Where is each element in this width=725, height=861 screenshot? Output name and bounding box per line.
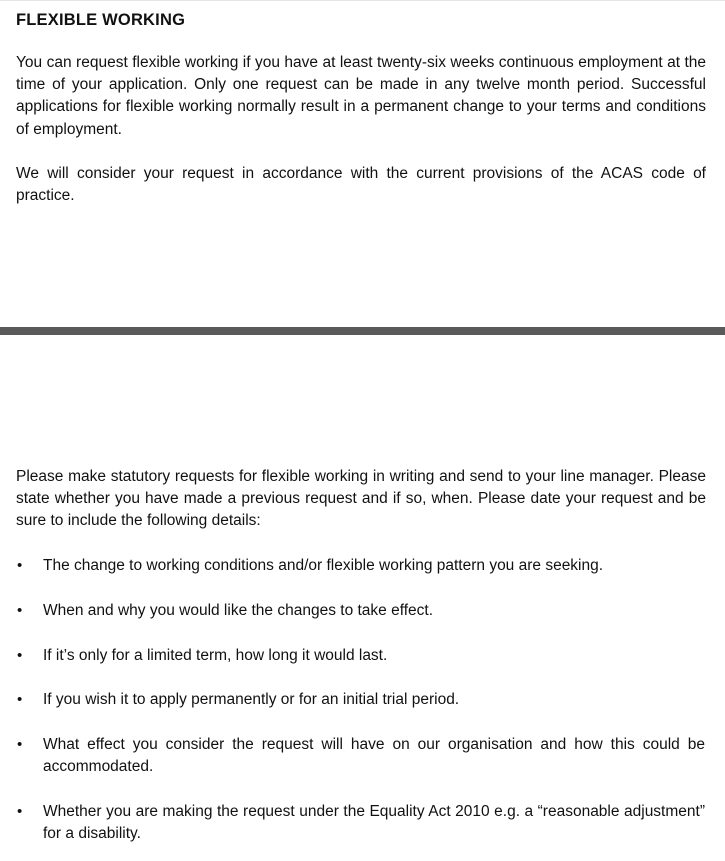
bullet-icon: • (17, 803, 23, 820)
list-item-text: If it’s only for a limited term, how long it would last. (43, 647, 388, 664)
bullet-icon: • (17, 557, 23, 574)
bullet-icon: • (17, 691, 23, 708)
bullet-icon: • (17, 736, 23, 753)
eligibility-paragraph: You can request flexible working if you have at least twenty-six weeks continuous employment at the time of your application. Only one request can be made in any twelve month period. Successful applications for flexible working normally result in a permanent change to your terms and conditions of employment. (16, 54, 706, 138)
bullet-icon: • (17, 602, 23, 619)
list-item-text: What effect you consider the request will have on our organisation and how this could be accommodated. (43, 736, 705, 776)
list-item-text: The change to working conditions and/or flexible working pattern you are seeking. (43, 557, 604, 574)
request-instructions-paragraph: Please make statutory requests for flexible working in writing and send to your line manager. Please state whether you have made a previous request and if so, when. Please date your request and be sure to include the following details: (16, 468, 706, 530)
bullet-icon: • (17, 647, 23, 664)
document-page-1 (0, 0, 725, 327)
acas-paragraph: We will consider your request in accordance with the current provisions of the ACAS code of practice. (16, 165, 706, 205)
list-item-text: If you wish it to apply permanently or for an initial trial period. (43, 691, 460, 708)
document-page-2 (0, 335, 725, 861)
list-item-text: Whether you are making the request under the Equality Act 2010 e.g. a “reasonable adjustment” for a disability. (43, 803, 705, 843)
list-item-text: When and why you would like the changes to take effect. (43, 602, 434, 619)
page-separator (0, 327, 725, 335)
section-heading: FLEXIBLE WORKING (16, 11, 186, 29)
